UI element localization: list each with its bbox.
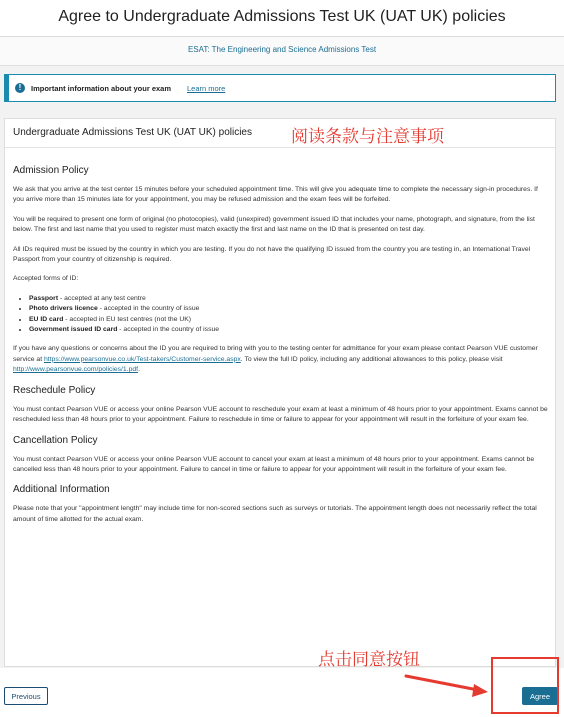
agree-button[interactable]: Agree <box>522 687 558 705</box>
accepted-id-label: Accepted forms of ID: <box>13 275 79 283</box>
list-item: • Photo drivers licence - accepted in the country of issue <box>29 304 549 314</box>
policies-body[interactable] <box>13 159 549 534</box>
reschedule-paragraph: You must contact Pearson VUE or access your online Pearson VUE account to reschedule your exam at least a minimum of 48 hours prior to your appointment. Exams cannot be rescheduled less than 48 hours prior to your appointment. Failure to reschedule in time or failure to appear for your appointment will result in the forfeiture of your exam fee. <box>13 405 548 424</box>
list-item: • Passport - accepted at any test centre <box>29 294 549 304</box>
accepted-id-list <box>13 294 549 336</box>
exam-bar <box>0 37 564 66</box>
panel-header <box>5 119 555 148</box>
panel-title: Undergraduate Admissions Test UK (UAT UK) policies <box>13 127 252 138</box>
id-policy-link[interactable]: http://www.pearsonvue.com/policies/1.pdf <box>13 366 139 374</box>
list-item: • EU ID card - accepted in EU test centres (not the UK) <box>29 315 549 325</box>
info-icon: ! <box>15 83 25 93</box>
footer-bar <box>0 668 564 717</box>
cancellation-paragraph: You must contact Pearson VUE or access your online Pearson VUE account to cancel your exam at least a minimum of 48 hours prior to your appointment. Exams cannot be cancelled less than 48 hours prior to your appointment. Failure to cancel in time or failure to appear for your appointment will result in the forfeiture of your exam fee. <box>13 455 535 473</box>
list-item: • Government issued ID card - accepted in the country of issue <box>29 325 549 335</box>
annotation-read-terms: 阅读条款与注意事项 <box>291 127 444 147</box>
annotation-click-agree: 点击同意按钮 <box>318 650 420 670</box>
exam-name: ESAT: The Engineering and Science Admissions Test <box>187 45 377 54</box>
reschedule-heading: Reschedule Policy <box>13 384 96 396</box>
page-title: Agree to Undergraduate Admissions Test UK (UAT UK) policies <box>58 8 506 25</box>
policies-panel <box>4 118 556 667</box>
admission-p1: We ask that you arrive at the test center 15 minutes before your scheduled appointment time. This will give you adequate time to complete the necessary sign-in procedures. If you arrive more than 15 minutes late for your appointment, you may be refused admission and the exam fees will be forfeited. <box>13 186 538 204</box>
learn-more-link[interactable]: Learn more <box>187 84 226 93</box>
cancellation-heading: Cancellation Policy <box>13 434 98 446</box>
additional-heading: Additional Information <box>13 484 110 496</box>
admission-p2: You will be required to present one form of original (no photocopies), valid (unexpired) government issued ID that includes your name, photograph, and signature, from the list below. The first and last name that you used to register must match exactly the first and last name on the ID that is presented on test day. <box>13 215 535 234</box>
admission-p3: All IDs required must be issued by the country in which you are testing. If you do not have the qualifying ID issued from the country you are testing in, an International Travel Passport from your country of citizenship is required. <box>13 245 531 264</box>
previous-button[interactable]: Previous <box>4 687 48 705</box>
annotation-highlight-box <box>491 657 559 714</box>
page-header <box>0 0 564 37</box>
customer-service-link[interactable]: https://www.pearsonvue.co.uk/Test-takers/Customer-service.aspx <box>43 355 241 363</box>
info-banner-text: Important information about your exam <box>31 84 172 93</box>
additional-paragraph: Please note that your "appointment length" may include time for non-scored sections such as surveys or tutorials. The appointment length does not necessarily reflect the total amount of time allotted for the actual exam. <box>13 505 537 523</box>
info-banner-accent <box>5 75 9 101</box>
info-banner <box>4 74 556 102</box>
id-contact-paragraph: If you have any questions or concerns about the ID you are required to bring with you to the testing center for admittance for your exam please contact Pearson VUE customer service at https://www.pearsonvue.co.uk/Test-takers/Customer-service.aspx. To view the full ID policy, including any additional allowances to this policy, please visit http://www.pearsonvue.com/policies/1.pdf. <box>13 345 538 374</box>
admission-heading: Admission Policy <box>13 165 89 176</box>
